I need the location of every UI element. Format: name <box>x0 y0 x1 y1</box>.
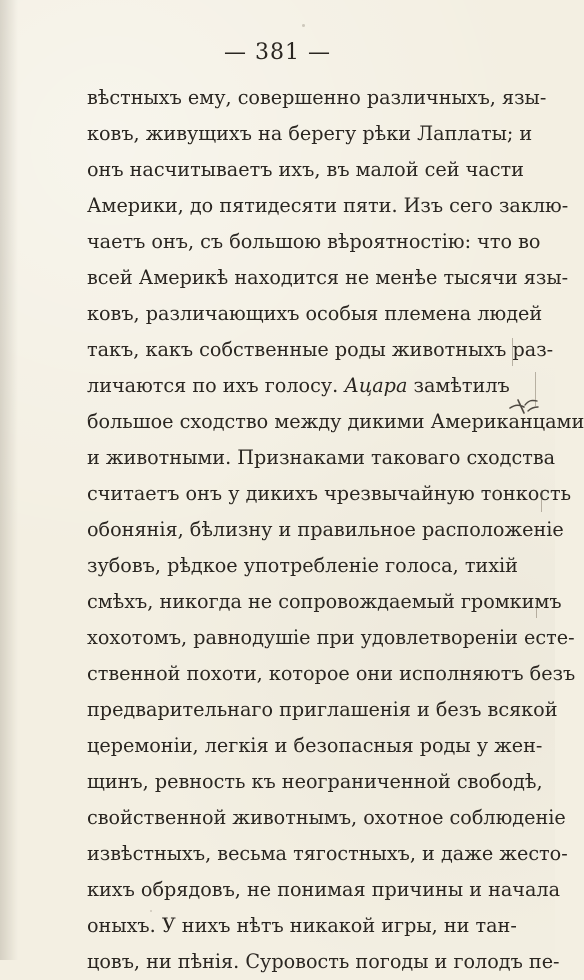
paper-speck <box>302 24 305 27</box>
text-fragment: замѣтилъ <box>413 374 510 397</box>
margin-pencil-line <box>512 338 513 366</box>
text-line: вѣстныхъ ему, совершенно различныхъ, язы- <box>87 86 547 109</box>
text-line: чаетъ онъ, съ большою вѣроятностію: что во <box>87 230 541 253</box>
paper-speck <box>150 910 152 912</box>
text-line: церемоніи, легкія и безопасныя роды у жен- <box>87 734 543 757</box>
text-line: кихъ обрядовъ, не понимая причины и начала <box>87 878 561 901</box>
text-line-with-italic-name <box>87 368 510 404</box>
text-line: извѣстныхъ, весьма тягостныхъ, и даже жесто- <box>87 842 568 865</box>
text-line: оныхъ. У нихъ нѣтъ никакой игры, ни тан- <box>87 914 517 937</box>
text-line: обонянія, бѣлизну и правильное расположеніе <box>87 518 564 541</box>
text-line: свойственной животнымъ, охотное соблюденіе <box>87 806 566 829</box>
text-line: и животными. Признаками таковаго сходства <box>87 446 556 469</box>
page-number: — 381 — <box>224 40 331 65</box>
margin-pencil-line <box>541 490 542 512</box>
page-edge-shadow <box>0 0 18 960</box>
text-line: ственной похоти, которое они исполняютъ безъ <box>87 662 576 685</box>
text-line: онъ насчитываетъ ихъ, въ малой сей части <box>87 158 524 181</box>
text-line: ковъ, различающихъ особыя племена людей <box>87 302 543 325</box>
margin-pencil-line <box>536 600 537 618</box>
text-line: цовъ, ни пѣнія. Суровость погоды и голодъ пе- <box>87 950 560 973</box>
paper-speck <box>474 856 476 858</box>
italic-name: Ацара <box>344 374 408 397</box>
text-fragment: личаются по ихъ голосу. <box>87 374 339 397</box>
text-line: всей Америкѣ находится не менѣе тысячи язы- <box>87 266 569 289</box>
text-line: большое сходство между дикими Американцами <box>87 410 584 433</box>
text-line: щинъ, ревность къ неограниченной свободѣ, <box>87 770 543 793</box>
text-line: зубовъ, рѣдкое употребленіе голоса, тихій <box>87 554 518 577</box>
text-line: хохотомъ, равнодушіе при удовлетвореніи есте- <box>87 626 575 649</box>
text-line: смѣхъ, никогда не сопровождаемый громкимъ <box>87 590 562 613</box>
text-line: такъ, какъ собственные роды животныхъ раз- <box>87 338 554 361</box>
body-text <box>87 80 584 980</box>
text-line: считаетъ онъ у дикихъ чрезвычайную тонкость <box>87 482 572 505</box>
text-line: ковъ, живущихъ на берегу рѣки Лаплаты; и <box>87 122 533 145</box>
text-line: Америки, до пятидесяти пяти. Изъ сего заклю- <box>87 194 569 217</box>
margin-annotation-mark <box>508 395 540 419</box>
text-line: предварительнаго приглашенія и безъ всякой <box>87 698 558 721</box>
